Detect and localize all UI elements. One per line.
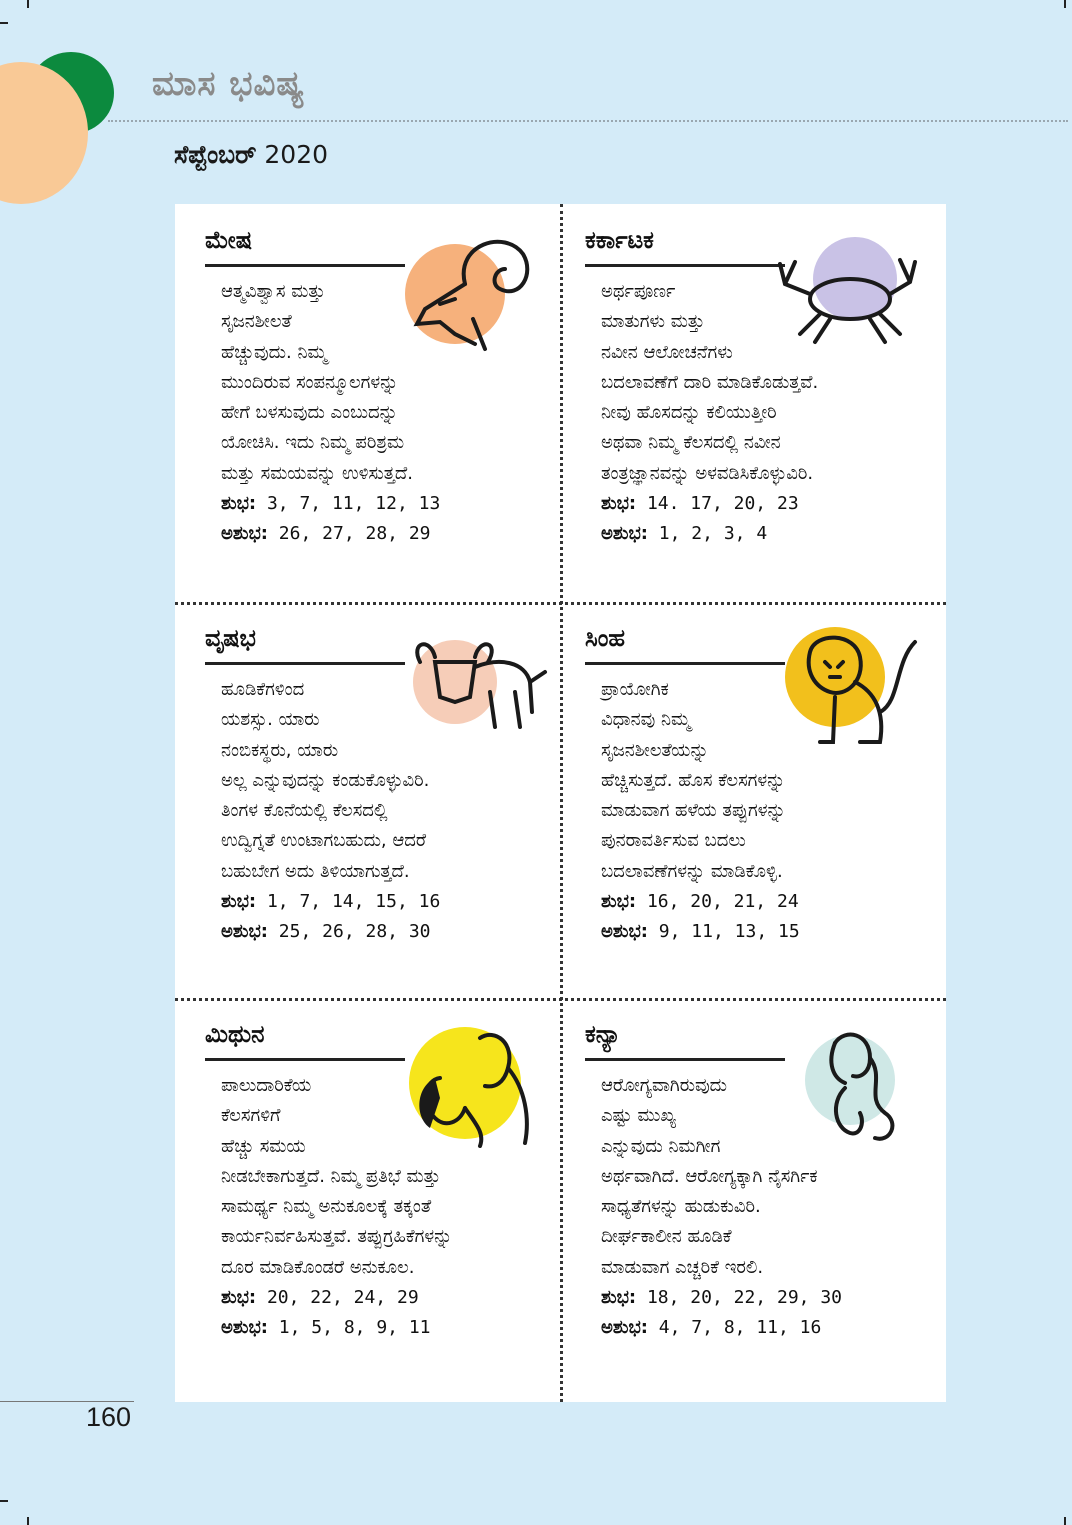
sign-description — [221, 277, 551, 550]
description-line: ನಂಬಿಕಸ್ಥರು, ಯಾರು — [221, 739, 339, 761]
description-line: ಮತ್ತು ಸಮಯವನ್ನು ಉಳಿಸುತ್ತದೆ. — [221, 462, 413, 484]
description-line: ಪ್ರಾಯೋಗಿಕ — [601, 679, 669, 700]
inauspicious-label: ಅಶುಭ: — [601, 1317, 648, 1339]
description-line: ಎನ್ನುವುದು ನಿಮಗೀಗ — [601, 1135, 721, 1157]
auspicious-label: ಶುಭ: — [221, 1287, 257, 1309]
sign-card-vrishabha — [175, 602, 545, 992]
sign-underline — [205, 1058, 405, 1061]
description-line: ಪಾಲುದಾರಿಕೆಯ — [221, 1075, 312, 1096]
description-line: ಅರ್ಥಪೂರ್ಣ — [601, 281, 676, 302]
description-line: ಉದ್ವಿಗ್ನತೆ ಉಂಟಾಗಬಹುದು, ಆದರೆ — [221, 830, 427, 852]
inauspicious-days — [221, 917, 551, 947]
sign-description — [601, 277, 931, 550]
sign-card-kanya — [555, 998, 925, 1388]
description-line: ಅರ್ಥವಾಗಿದೆ. ಆರೋಗ್ಯಕ್ಕಾಗಿ ನೈಸರ್ಗಿಕ — [601, 1165, 818, 1187]
inauspicious-days — [601, 519, 931, 549]
month-name: ಸೆಪ್ಟೆಂಬರ್ — [174, 140, 257, 169]
description-line: ಯೋಚಿಸಿ. ಇದು ನಿಮ್ಮ ಪರಿಶ್ರಮ — [221, 432, 405, 454]
inauspicious-values: 26, 27, 28, 29 — [278, 523, 431, 545]
description-line: ಮಾಡುವಾಗ ಎಚ್ಚರಿಕೆ ಇರಲಿ. — [601, 1256, 764, 1278]
sign-underline — [585, 662, 785, 665]
description-line: ತಿಂಗಳ ಕೊನೆಯಲ್ಲಿ ಕೆಲಸದಲ್ಲಿ — [221, 800, 388, 822]
sign-underline — [585, 264, 785, 267]
description-line: ಕಾರ್ಯನಿರ್ವಹಿಸುತ್ತವೆ. ತಪ್ಪುಗ್ರಹಿಕೆಗಳನ್ನು — [221, 1226, 453, 1248]
sign-description — [221, 675, 551, 948]
auspicious-days — [601, 489, 931, 519]
description-line: ದೀರ್ಘಕಾಲೀನ ಹೂಡಿಕೆ — [601, 1226, 732, 1248]
sign-card-mesha — [175, 204, 545, 594]
sign-underline — [205, 662, 405, 665]
sign-card-simha — [555, 602, 925, 992]
auspicious-label: ಶುಭ: — [601, 1287, 637, 1309]
inauspicious-label: ಅಶುಭ: — [601, 921, 648, 943]
description-line: ನವೀನ ಆಲೋಚನೆಗಳು — [601, 341, 733, 363]
sign-description — [601, 1071, 931, 1344]
crop-mark — [1064, 0, 1066, 8]
horoscope-panel — [175, 204, 946, 1402]
description-line: ಆರೋಗ್ಯವಾಗಿರುವುದು — [601, 1075, 728, 1096]
description-line: ಬಹುಬೇಗ ಅದು ತಿಳಿಯಾಗುತ್ತದೆ. — [221, 860, 410, 882]
inauspicious-values: 1, 5, 8, 9, 11 — [278, 1317, 431, 1339]
crop-mark — [1064, 1517, 1066, 1525]
month-heading — [174, 140, 328, 170]
inauspicious-values: 1, 2, 3, 4 — [658, 523, 768, 545]
description-line: ನೀಡಬೇಕಾಗುತ್ತದೆ. ನಿಮ್ಮ ಪ್ರತಿಭೆ ಮತ್ತು — [221, 1165, 441, 1187]
sign-description — [221, 1071, 551, 1344]
description-line: ಹೂಡಿಕೆಗಳಿಂದ — [221, 679, 305, 700]
description-line: ಮಾಡುವಾಗ ಹಳೆಯ ತಪ್ಪುಗಳನ್ನು — [601, 800, 786, 822]
description-line: ಮಾತುಗಳು ಮತ್ತು — [601, 311, 705, 333]
title-divider — [108, 120, 1068, 122]
description-line: ಯಶಸ್ಸು. ಯಾರು — [221, 709, 320, 731]
page-number: 160 — [86, 1402, 132, 1432]
sign-name: ಮೇಷ — [205, 226, 253, 254]
sign-card-mithuna — [175, 998, 545, 1388]
description-line: ಸಾಧ್ಯತೆಗಳನ್ನು ಹುಡುಕುವಿರಿ. — [601, 1196, 761, 1218]
description-line: ಹೇಗೆ ಬಳಸುವುದು ಎಂಬುದನ್ನು — [221, 402, 398, 424]
description-line: ಬದಲಾವಣೆಗಳನ್ನು ಮಾಡಿಕೊಳ್ಳಿ. — [601, 860, 783, 882]
auspicious-values: 16, 20, 21, 24 — [646, 891, 799, 913]
auspicious-label: ಶುಭ: — [221, 493, 257, 515]
auspicious-label: ಶುಭ: — [601, 493, 637, 515]
inauspicious-values: 25, 26, 28, 30 — [278, 921, 431, 943]
description-line: ಸಾಮರ್ಥ್ಯ ನಿಮ್ಮ ಅನುಕೂಲಕ್ಕೆ ತಕ್ಕಂತೆ — [221, 1196, 432, 1218]
month-year: 2020 — [264, 140, 329, 169]
inauspicious-label: ಅಶುಭ: — [601, 523, 648, 545]
description-line: ದೂರ ಮಾಡಿಕೊಂಡರೆ ಅನುಕೂಲ. — [221, 1256, 415, 1278]
sign-card-karkataka — [555, 204, 925, 594]
crop-mark — [27, 1517, 29, 1525]
description-line: ಹೆಚ್ಚು ಸಮಯ — [221, 1135, 306, 1157]
inauspicious-days — [221, 519, 551, 549]
sign-underline — [585, 1058, 785, 1061]
sign-description — [601, 675, 931, 948]
auspicious-values: 18, 20, 22, 29, 30 — [646, 1287, 843, 1309]
sign-name: ಸಿಂಹ — [585, 624, 626, 652]
crop-mark — [0, 22, 8, 24]
inauspicious-label: ಅಶುಭ: — [221, 1317, 268, 1339]
sign-name: ವೃಷಭ — [205, 624, 256, 652]
auspicious-days — [601, 887, 931, 917]
description-line: ಹೆಚ್ಚುವುದು. ನಿಮ್ಮ — [221, 341, 328, 363]
description-line: ಬದಲಾವಣೆಗೆ ದಾರಿ ಮಾಡಿಕೊಡುತ್ತವೆ. — [601, 371, 819, 393]
inauspicious-label: ಅಶುಭ: — [221, 921, 268, 943]
auspicious-days — [221, 489, 551, 519]
inauspicious-days — [601, 917, 931, 947]
description-line: ನೀವು ಹೊಸದನ್ನು ಕಲಿಯುತ್ತೀರಿ — [601, 402, 777, 424]
sign-underline — [205, 264, 405, 267]
description-line: ಎಷ್ಟು ಮುಖ್ಯ — [601, 1105, 676, 1127]
crop-mark — [27, 0, 29, 8]
sign-name: ಕರ್ಕಾಟಕ — [585, 226, 654, 254]
auspicious-values: 1, 7, 14, 15, 16 — [266, 891, 441, 913]
description-line: ಕೆಲಸಗಳಿಗೆ — [221, 1105, 281, 1127]
auspicious-label: ಶುಭ: — [221, 891, 257, 913]
sign-name: ಕನ್ಯಾ — [585, 1020, 621, 1048]
crop-mark — [0, 1500, 8, 1502]
inauspicious-days — [221, 1313, 551, 1343]
description-line: ಅಲ್ಲ ಎನ್ನುವುದನ್ನು ಕಂಡುಕೊಳ್ಳುವಿರಿ. — [221, 769, 430, 791]
inauspicious-days — [601, 1313, 931, 1343]
description-line: ಸೃಜನಶೀಲತೆ — [221, 311, 292, 333]
auspicious-days — [221, 887, 551, 917]
description-line: ಅಥವಾ ನಿಮ್ಮ ಕೆಲಸದಲ್ಲಿ ನವೀನ — [601, 432, 781, 454]
auspicious-values: 3, 7, 11, 12, 13 — [266, 493, 441, 515]
description-line: ಮುಂದಿರುವ ಸಂಪನ್ಮೂಲಗಳನ್ನು — [221, 371, 399, 393]
description-line: ಪುನರಾವರ್ತಿಸುವ ಬದಲು — [601, 830, 746, 852]
description-line: ವಿಧಾನವು ನಿಮ್ಮ — [601, 709, 691, 731]
inauspicious-values: 9, 11, 13, 15 — [658, 921, 800, 943]
inauspicious-label: ಅಶುಭ: — [221, 523, 268, 545]
description-line: ಆತ್ಮವಿಶ್ವಾಸ ಮತ್ತು — [221, 281, 326, 302]
auspicious-values: 20, 22, 24, 29 — [266, 1287, 419, 1309]
auspicious-days — [601, 1283, 931, 1313]
section-title: ಮಾಸ ಭವಿಷ್ಯ — [152, 64, 306, 104]
auspicious-values: 14. 17, 20, 23 — [646, 493, 799, 515]
description-line: ತಂತ್ರಜ್ಞಾನವನ್ನು ಅಳವಡಿಸಿಕೊಳ್ಳುವಿರಿ. — [601, 462, 814, 484]
auspicious-days — [221, 1283, 551, 1313]
inauspicious-values: 4, 7, 8, 11, 16 — [658, 1317, 822, 1339]
description-line: ಹೆಚ್ಚಿಸುತ್ತದೆ. ಹೊಸ ಕೆಲಸಗಳನ್ನು — [601, 769, 786, 791]
description-line: ಸೃಜನಶೀಲತೆಯನ್ನು — [601, 739, 709, 761]
sign-name: ಮಿಥುನ — [205, 1020, 265, 1048]
auspicious-label: ಶುಭ: — [601, 891, 637, 913]
